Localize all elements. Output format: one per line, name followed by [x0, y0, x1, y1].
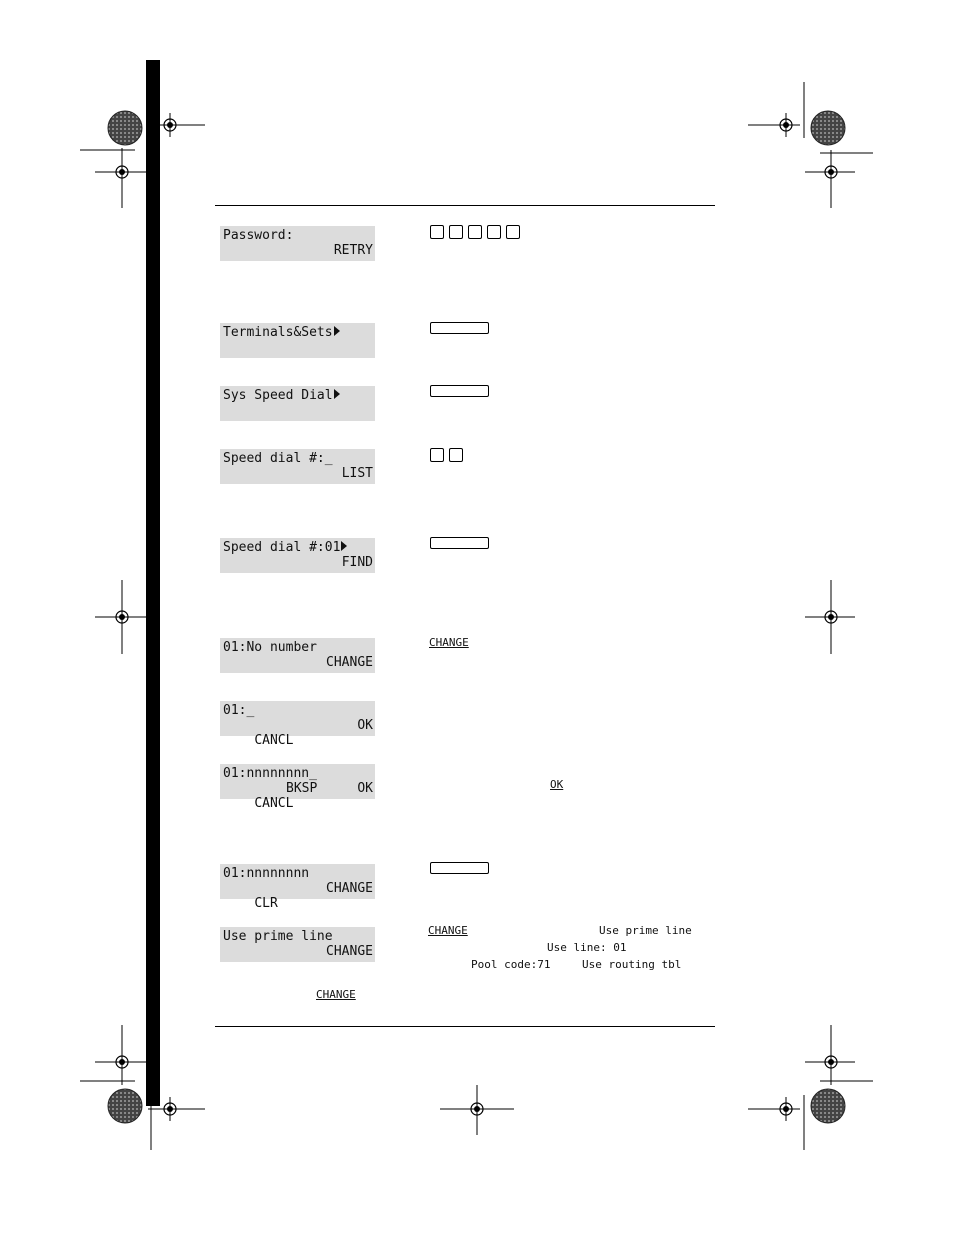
display-number-entered	[220, 764, 375, 811]
dial-pad-key-icon	[468, 225, 482, 239]
rosette-mark-icon	[811, 111, 845, 145]
rosette-mark-icon	[108, 1089, 142, 1123]
display-line1: Speed dial #:01	[223, 540, 341, 555]
dial-pad-key-icon	[487, 225, 501, 239]
change-softkey-label: CHANGE	[326, 655, 373, 670]
display-line1: Sys Speed Dial	[223, 388, 333, 403]
rosette-mark-icon	[108, 111, 142, 145]
option-pool-code: Pool code:71	[471, 958, 551, 971]
display-line1: 01:No number	[223, 640, 317, 655]
dial-pad-key-icon	[506, 225, 520, 239]
option-use-line: Use line: 01	[547, 941, 627, 954]
display-terminals-sets	[220, 323, 375, 358]
change-softkey-label: CHANGE	[326, 881, 373, 896]
display-number-saved	[220, 864, 375, 911]
change-softkey-ref: CHANGE	[429, 636, 469, 649]
display-speed-dial-entry	[220, 449, 375, 484]
find-softkey-label: FIND	[341, 555, 373, 570]
cancel-softkey-label: CANCL	[254, 796, 294, 811]
option-prime-line: Use prime line	[599, 924, 692, 937]
next-key-icon	[430, 862, 489, 874]
display-line1: 01:_	[223, 703, 255, 718]
display-line1: Terminals&Sets	[223, 325, 333, 340]
dial-pad-key-icon	[430, 225, 444, 239]
display-line1: Password:	[223, 228, 294, 243]
rosette-mark-icon	[811, 1089, 845, 1123]
option-routing-table: Use routing tbl	[582, 958, 682, 971]
retry-softkey-label: RETRY	[333, 243, 373, 258]
right-arrow-icon	[334, 326, 340, 336]
next-key-icon	[430, 322, 489, 334]
right-arrow-icon	[334, 389, 340, 399]
display-sys-speed-dial	[220, 386, 375, 421]
show-key-icon	[430, 385, 489, 397]
right-arrow-icon	[341, 541, 347, 551]
dial-pad-key-icon	[449, 448, 463, 462]
show-key-icon	[430, 537, 489, 549]
display-line1: 01:nnnnnnnn	[223, 866, 310, 881]
dial-pad-key-icon	[430, 448, 444, 462]
display-line1: Speed dial #:_	[223, 451, 333, 466]
change-softkey-ref: CHANGE	[316, 988, 356, 1001]
cancel-softkey-label: CANCL	[254, 733, 294, 748]
display-enter-number	[220, 701, 375, 748]
clear-softkey-label: CLR	[254, 896, 278, 911]
display-speed-dial-01	[220, 538, 375, 573]
display-line1: Use prime line	[223, 929, 333, 944]
change-softkey-label: CHANGE	[326, 944, 373, 959]
display-password	[220, 226, 375, 261]
display-line1: 01:nnnnnnnn_	[223, 766, 317, 781]
list-softkey-label: LIST	[341, 466, 373, 481]
change-softkey-ref: CHANGE	[428, 924, 468, 937]
ok-softkey-ref: OK	[550, 778, 564, 791]
backspace-softkey-label: BKSP	[286, 781, 318, 796]
dial-pad-key-icon	[449, 225, 463, 239]
display-no-number	[220, 638, 375, 673]
ok-softkey-label: OK	[357, 718, 373, 733]
ok-softkey-label: OK	[357, 781, 373, 796]
display-use-prime-line	[220, 927, 375, 962]
